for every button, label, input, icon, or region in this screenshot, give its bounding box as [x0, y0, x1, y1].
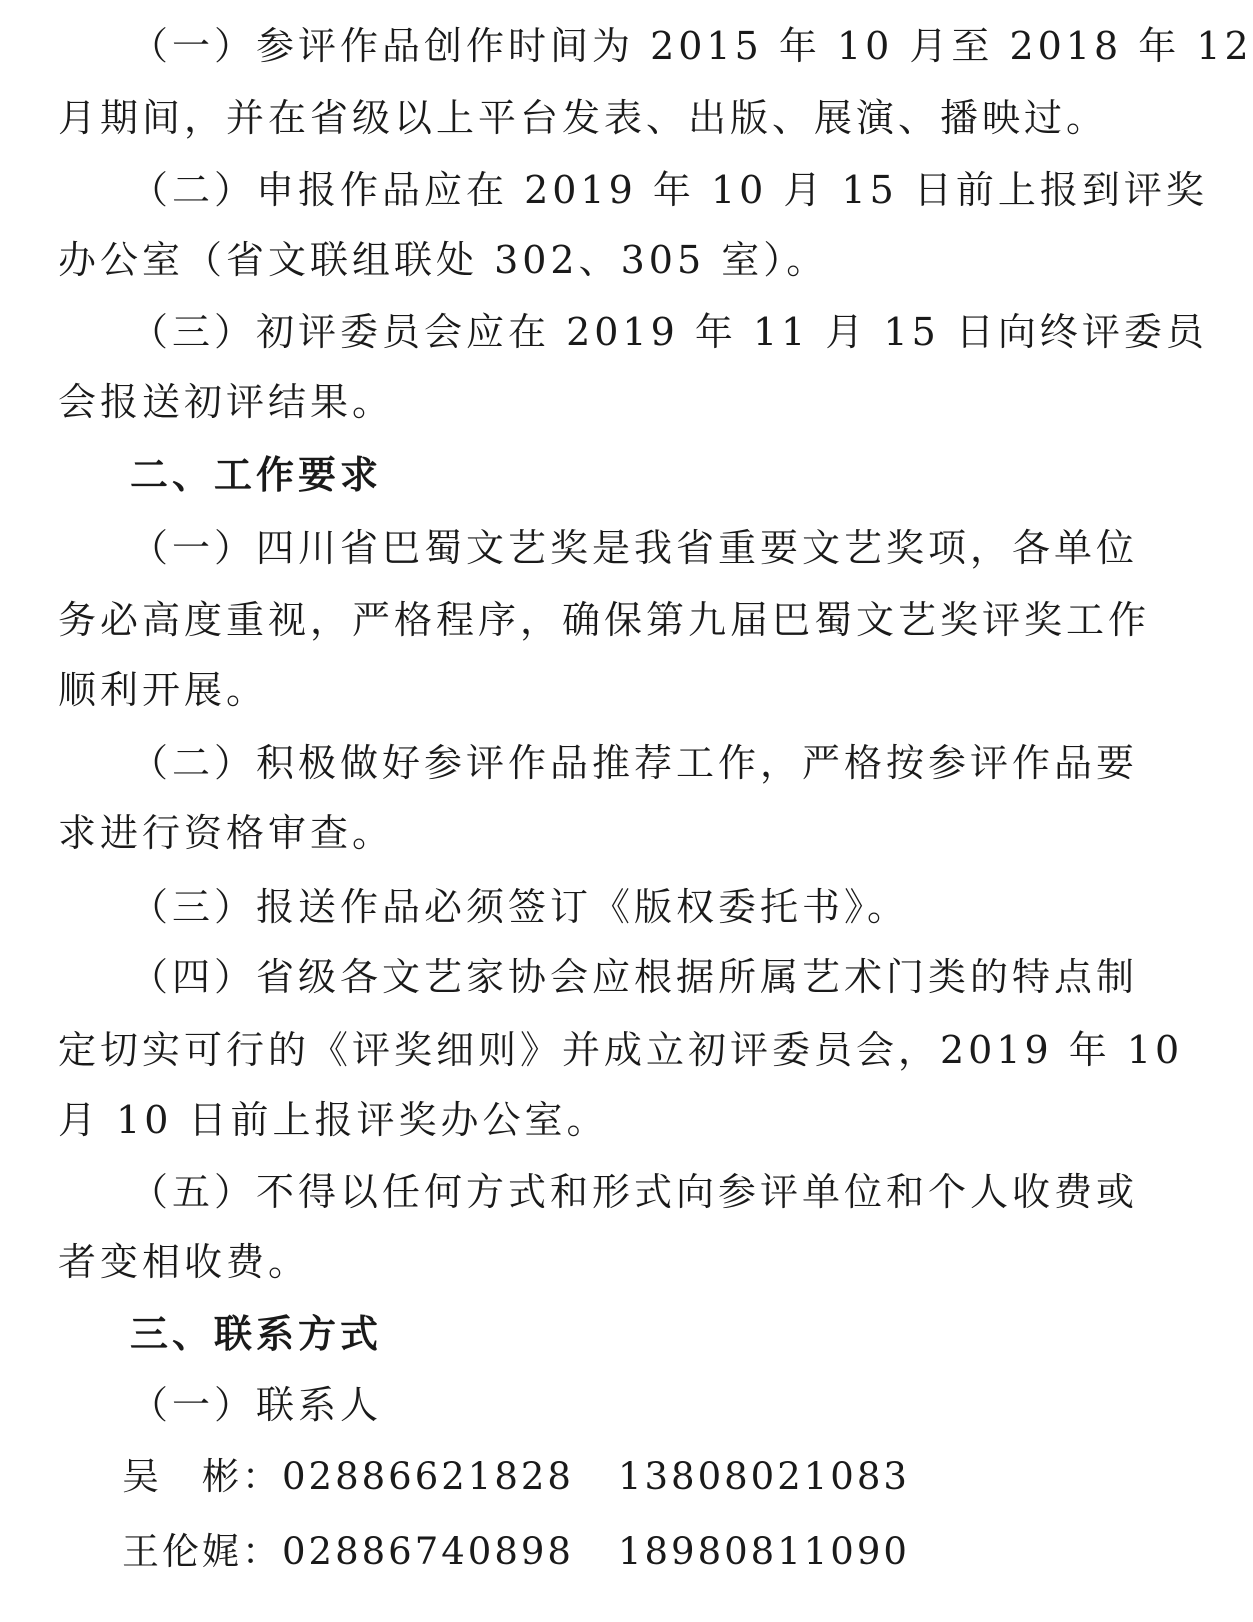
section-heading-work-requirements: 二、工作要求 — [130, 453, 383, 497]
paragraph-2-line-2: 办公室（省文联组联处 302、305 室）。 — [58, 238, 829, 282]
contact-name: 吴 彬： — [122, 1455, 282, 1498]
contact-phone: 02886621828 — [282, 1455, 574, 1498]
paragraph-3-line-2: 会报送初评结果。 — [58, 380, 395, 424]
contact-phone: 02886740898 — [282, 1530, 574, 1573]
requirement-2-line-1: （二）积极做好参评作品推荐工作，严格按参评作品要 — [130, 741, 1139, 785]
contact-row — [122, 1447, 910, 1507]
contact-mobile: 13808021083 — [617, 1455, 910, 1498]
contact-row — [122, 1522, 910, 1582]
requirement-4-line-2: 定切实可行的《评奖细则》并成立初评委员会，2019 年 10 — [58, 1028, 1184, 1072]
requirement-5-line-1: （五）不得以任何方式和形式向参评单位和个人收费或 — [130, 1170, 1139, 1214]
requirement-1-line-1: （一）四川省巴蜀文艺奖是我省重要文艺奖项，各单位 — [130, 526, 1139, 570]
paragraph-3-line-1: （三）初评委员会应在 2019 年 11 月 15 日向终评委员 — [130, 310, 1208, 354]
requirement-4-line-3: 月 10 日前上报评奖办公室。 — [58, 1098, 609, 1142]
contact-name: 王伦娓： — [122, 1530, 282, 1573]
contact-person-subheading: （一）联系人 — [130, 1383, 383, 1427]
requirement-2-line-2: 求进行资格审查。 — [58, 811, 395, 855]
section-heading-contact: 三、联系方式 — [130, 1312, 383, 1356]
requirement-3-line-1: （三）报送作品必须签订《版权委托书》。 — [130, 885, 910, 929]
requirement-1-line-2: 务必高度重视，严格程序，确保第九届巴蜀文艺奖评奖工作 — [58, 598, 1151, 642]
contact-mobile: 18980811090 — [617, 1530, 910, 1573]
requirement-5-line-2: 者变相收费。 — [58, 1240, 311, 1284]
requirement-1-line-3: 顺利开展。 — [58, 668, 269, 712]
paragraph-2-line-1: （二）申报作品应在 2019 年 10 月 15 日前上报到评奖 — [130, 168, 1208, 212]
paragraph-1-line-2: 月期间，并在省级以上平台发表、出版、展演、播映过。 — [58, 96, 1109, 140]
paragraph-1-line-1: （一）参评作品创作时间为 2015 年 10 月至 2018 年 12 — [130, 24, 1253, 68]
requirement-4-line-1: （四）省级各文艺家协会应根据所属艺术门类的特点制 — [130, 955, 1139, 999]
